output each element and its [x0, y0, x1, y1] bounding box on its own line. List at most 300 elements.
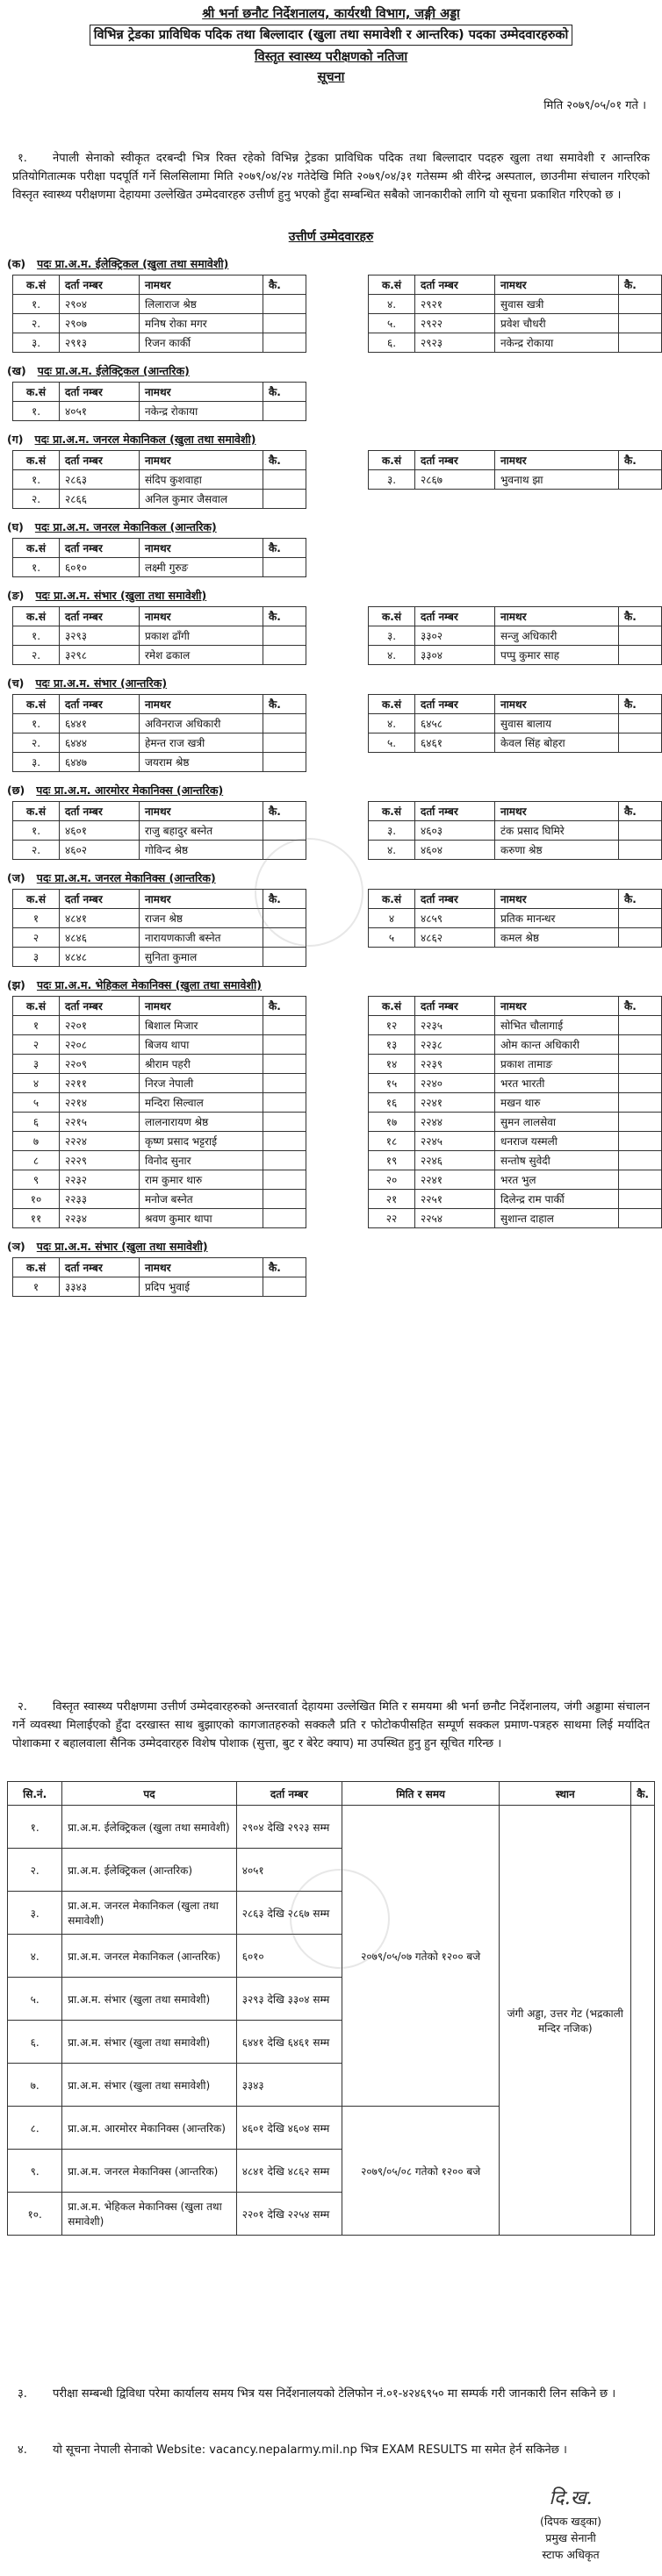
row-sn: १२ [369, 1016, 415, 1035]
schedule-row [8, 1806, 655, 1849]
table-row [13, 314, 306, 333]
paragraph-2-number: २. [18, 1700, 27, 1714]
header-remark: कै. [619, 451, 662, 470]
table-row [13, 1113, 306, 1132]
row-reg-number: २२३८ [415, 1035, 495, 1055]
row-remark [619, 841, 662, 860]
section-label [7, 977, 662, 992]
row-remark [619, 1132, 662, 1151]
row-candidate-name: प्रदिप भुवाई [140, 1277, 263, 1297]
row-reg-number: ४८५९ [415, 909, 495, 928]
row-reg-number: २२०१ [60, 1016, 140, 1035]
header-sn: क.सं [13, 1258, 60, 1277]
section-label [7, 519, 662, 534]
header-name: नामथर [140, 539, 263, 558]
schedule-post: प्रा.अ.म. ईलेक्ट्रिकल (आन्तरिक) [62, 1849, 236, 1892]
row-candidate-name: भरत भुल [495, 1170, 619, 1190]
schedule-reg-range: ४६०१ देखि ४६०४ सम्म [236, 2107, 342, 2150]
header-sn: क.सं [369, 451, 415, 470]
section-tables [12, 382, 662, 421]
row-remark [619, 733, 662, 753]
row-candidate-name: धनराज यस्मली [495, 1132, 619, 1151]
result-table-right [368, 996, 662, 1228]
row-sn: १. [13, 714, 60, 733]
section-label [7, 256, 662, 271]
table-row [13, 948, 306, 967]
row-candidate-name: राजु बहादुर बस्नेत [140, 821, 263, 841]
schedule-sn: ६. [8, 2021, 62, 2064]
row-remark [263, 558, 306, 577]
schedule-sn: १०. [8, 2193, 62, 2236]
row-remark [263, 1209, 306, 1228]
row-sn: १८ [369, 1132, 415, 1151]
result-table-header [13, 539, 306, 558]
header-remark: कै. [619, 275, 662, 295]
row-reg-number: २२४५ [415, 1132, 495, 1151]
header-remark: कै. [263, 997, 306, 1016]
row-remark [263, 909, 306, 928]
table-row [13, 1190, 306, 1209]
row-candidate-name: बिशाल मिजार [140, 1016, 263, 1035]
row-sn: ३. [369, 821, 415, 841]
header-name: नामथर [495, 451, 619, 470]
row-remark [263, 1151, 306, 1170]
row-candidate-name: मनोज बस्नेत [140, 1190, 263, 1209]
section-label [7, 588, 662, 603]
row-remark [619, 333, 662, 353]
schedule-sn: ९. [8, 2150, 62, 2193]
header-name: नामथर [495, 695, 619, 714]
row-candidate-name: सन्तोष सुवेदी [495, 1151, 619, 1170]
row-candidate-name: नारायणकाजी बस्नेत [140, 928, 263, 948]
schedule-reg-range: ३३४३ [236, 2064, 342, 2107]
header-remark: कै. [619, 607, 662, 626]
row-remark [263, 1132, 306, 1151]
row-candidate-name: हेमन्त राज खत्री [140, 733, 263, 753]
result-table-left [12, 996, 306, 1228]
row-reg-number: ४८६२ [415, 928, 495, 948]
row-sn: २. [13, 841, 60, 860]
table-row [369, 841, 662, 860]
result-table-right [368, 694, 662, 753]
schedule-date-2: २०७९/०५/०८ गतेको १२०० बजे [342, 2107, 499, 2236]
schedule-reg-range: २२०१ देखि २२५४ सम्म [236, 2193, 342, 2236]
header-remark: कै. [619, 802, 662, 821]
result-table-header [13, 275, 306, 295]
signatory-role: स्टाफ अधिकृत [542, 2548, 600, 2561]
header-line-3: विस्तृत स्वास्थ्य परीक्षणको नतिजा [254, 50, 408, 64]
row-remark [263, 295, 306, 314]
result-table-header [369, 997, 662, 1016]
table-row [369, 1093, 662, 1113]
row-remark [263, 1035, 306, 1055]
header-name: नामथर [495, 802, 619, 821]
table-row [369, 821, 662, 841]
header-reg: दर्ता नम्बर [415, 890, 495, 909]
row-sn: १. [13, 821, 60, 841]
table-row [369, 909, 662, 928]
row-reg-number: २९१३ [60, 333, 140, 353]
row-candidate-name: सुमन लालसेवा [495, 1113, 619, 1132]
row-sn: ५ [369, 928, 415, 948]
row-candidate-name: सुनिता कुमाल [140, 948, 263, 967]
row-reg-number: ६४४७ [60, 753, 140, 772]
row-candidate-name: नकेन्द्र रोकाया [140, 402, 263, 421]
row-sn: २ [13, 928, 60, 948]
table-row [13, 1035, 306, 1055]
table-row [13, 909, 306, 928]
row-reg-number: २९०४ [60, 295, 140, 314]
paragraph-3 [12, 2385, 650, 2403]
schedule-header-reg: दर्ता नम्बर [236, 1782, 342, 1806]
result-table-header [13, 607, 306, 626]
row-candidate-name: रिजन कार्की [140, 333, 263, 353]
row-reg-number: २२५४ [415, 1209, 495, 1228]
row-reg-number: २२५१ [415, 1190, 495, 1209]
row-sn: ४. [369, 646, 415, 665]
section-post: पदः प्रा.अ.म. ईलेक्ट्रिकल (खुला तथा समावेशी) [37, 257, 229, 270]
header-name: नामथर [495, 275, 619, 295]
row-candidate-name: मखन थारु [495, 1093, 619, 1113]
header-reg: दर्ता नम्बर [415, 695, 495, 714]
table-row [369, 714, 662, 733]
row-reg-number: २२३३ [60, 1190, 140, 1209]
row-remark [263, 928, 306, 948]
table-row [13, 841, 306, 860]
row-remark [619, 1113, 662, 1132]
row-candidate-name: प्रकाश तामाङ [495, 1055, 619, 1074]
paragraph-2-text: विस्तृत स्वास्थ्य परीक्षणमा उत्तीर्ण उम्मेदवारहरुको अन्तरवार्ता देहायमा उल्लेखित मिति र समयमा श्री भर्ना छनौट निर्देशनालय, जंगी अड्डामा संचालन गर्ने व्यवस्था मिलाईएको हुँदा दरखास्त साथ बुझाएको कागजातहरुको सक्कलै प्रति र फोटोकपीसहित सम्पूर्ण सक्कल प्रमाण-पत्रहरु साथमा लिई मर्यादित पोशाकमा र बहालवाला सैनिक उम्मेदवारहरु विशेष पोशाक (सुत्ता, बुट र बेरेट क्याप) मा उपस्थित हुनु हुन सूचित गरिन्छ । [12, 1700, 650, 1750]
result-table-left [12, 606, 306, 665]
header-reg: दर्ता नम्बर [415, 451, 495, 470]
row-remark [263, 402, 306, 421]
section-tables [12, 801, 662, 860]
row-remark [263, 821, 306, 841]
table-row [369, 1113, 662, 1132]
section-post: पदः प्रा.अ.म. जनरल मेकानिक्स (आन्तरिक) [36, 871, 216, 884]
schedule-sn: १. [8, 1806, 62, 1849]
row-reg-number: ४८४१ [60, 909, 140, 928]
row-remark [263, 733, 306, 753]
header-reg: दर्ता नम्बर [60, 1258, 140, 1277]
result-table-left [12, 275, 306, 353]
row-sn: १. [13, 295, 60, 314]
table-row [13, 558, 306, 577]
row-reg-number: २८६६ [60, 490, 140, 509]
row-sn: २. [13, 733, 60, 753]
table-row [369, 1190, 662, 1209]
row-sn: ४ [369, 909, 415, 928]
section-tables [12, 1257, 662, 1297]
signature-mark: दि.ख. [549, 2487, 593, 2509]
row-candidate-name: सुवास बालाय [495, 714, 619, 733]
result-table-right [368, 801, 662, 860]
section-tables [12, 889, 662, 967]
header-sn: क.सं [13, 607, 60, 626]
row-sn: १. [13, 470, 60, 490]
row-reg-number: ४०५१ [60, 402, 140, 421]
paragraph-4-text: यो सूचना नेपाली सेनाको Website: vacancy.nepalarmy.mil.np भित्र EXAM RESULTS मा समेत हेर्न सकिनेछ । [53, 2444, 567, 2457]
row-candidate-name: विनोद सुनार [140, 1151, 263, 1170]
row-remark [619, 1016, 662, 1035]
row-remark [619, 1209, 662, 1228]
result-section [0, 363, 662, 421]
row-reg-number: २२२४ [60, 1132, 140, 1151]
header-name: नामथर [140, 1258, 263, 1277]
result-section [0, 1239, 662, 1297]
result-table-header [13, 451, 306, 470]
schedule-header-row [8, 1782, 655, 1806]
schedule-reg-range: ६०१० [236, 1935, 342, 1978]
row-reg-number: ६४४४ [60, 733, 140, 753]
notice-date: मिति २०७९/०५/०१ गते । [543, 99, 646, 112]
row-remark [619, 821, 662, 841]
row-reg-number: ३३०२ [415, 626, 495, 646]
row-sn: २ [13, 1035, 60, 1055]
table-row [13, 295, 306, 314]
schedule-header-sn: सि.नं. [8, 1782, 62, 1806]
row-candidate-name: केवल सिंह बोहरा [495, 733, 619, 753]
schedule-reg-range: ४०५१ [236, 1849, 342, 1892]
header-reg: दर्ता नम्बर [60, 890, 140, 909]
schedule-sn: ३. [8, 1892, 62, 1935]
row-candidate-name: भरत भारती [495, 1074, 619, 1093]
table-row [369, 1035, 662, 1055]
schedule-date-1: २०७९/०५/०७ गतेको १२०० बजे [342, 1806, 499, 2107]
section-tables [12, 538, 662, 577]
schedule-post: प्रा.अ.म. संभार (खुला तथा समावेशी) [62, 2021, 236, 2064]
result-table-header [13, 890, 306, 909]
result-table-left [12, 889, 306, 967]
result-section [0, 432, 662, 509]
row-reg-number: ६०१० [60, 558, 140, 577]
table-row [13, 1209, 306, 1228]
row-reg-number: ६४५८ [415, 714, 495, 733]
row-candidate-name: अविनराज अधिकारी [140, 714, 263, 733]
schedule-reg-range: ४८४१ देखि ४८६२ सम्म [236, 2150, 342, 2193]
row-reg-number: २२४६ [415, 1151, 495, 1170]
header-sn: क.सं [369, 890, 415, 909]
row-sn: १ [13, 1277, 60, 1297]
row-candidate-name: पप्पु कुमार साह [495, 646, 619, 665]
row-reg-number: ४६०४ [415, 841, 495, 860]
row-remark [263, 753, 306, 772]
section-letter: (झ) [7, 978, 25, 991]
row-candidate-name: श्रीराम पहरी [140, 1055, 263, 1074]
row-reg-number: २२०८ [60, 1035, 140, 1055]
result-table-right [368, 275, 662, 353]
result-section [0, 977, 662, 1228]
row-remark [619, 909, 662, 928]
table-row [13, 402, 306, 421]
row-candidate-name: प्रतिक मानन्धर [495, 909, 619, 928]
row-sn: २. [13, 646, 60, 665]
paragraph-1 [12, 149, 650, 204]
row-remark [263, 646, 306, 665]
row-remark [619, 1055, 662, 1074]
header-sn: क.सं [13, 997, 60, 1016]
header-name: नामथर [140, 607, 263, 626]
table-row [369, 1132, 662, 1151]
row-reg-number: २२३९ [415, 1055, 495, 1074]
row-remark [263, 714, 306, 733]
row-candidate-name: दिलेन्द्र राम पार्की [495, 1190, 619, 1209]
row-remark [619, 314, 662, 333]
row-remark [263, 314, 306, 333]
table-row [13, 1016, 306, 1035]
row-candidate-name: मन्दिरा सिल्वाल [140, 1093, 263, 1113]
row-reg-number: ४८४६ [60, 928, 140, 948]
row-sn: ३. [369, 626, 415, 646]
result-table-left [12, 694, 306, 772]
schedule-sn: ४. [8, 1935, 62, 1978]
row-sn: १० [13, 1190, 60, 1209]
header-reg: दर्ता नम्बर [415, 997, 495, 1016]
row-reg-number: २२३५ [415, 1016, 495, 1035]
row-reg-number: २२४१ [415, 1170, 495, 1190]
header-sn: क.सं [13, 451, 60, 470]
result-table-left [12, 382, 306, 421]
header-remark: कै. [619, 695, 662, 714]
table-row [13, 490, 306, 509]
row-remark [263, 1170, 306, 1190]
row-sn: ३. [13, 753, 60, 772]
header-name: नामथर [140, 890, 263, 909]
row-remark [619, 928, 662, 948]
header-reg: दर्ता नम्बर [60, 997, 140, 1016]
row-candidate-name: बिजय थापा [140, 1035, 263, 1055]
section-post: पदः प्रा.अ.म. ईलेक्ट्रिकल (आन्तरिक) [37, 364, 190, 377]
header-sn: क.सं [13, 802, 60, 821]
row-sn: ४ [13, 1074, 60, 1093]
header-line-2 [0, 25, 662, 46]
header-name: नामथर [140, 802, 263, 821]
table-row [369, 1055, 662, 1074]
row-candidate-name: सुशान्त दाहाल [495, 1209, 619, 1228]
table-row [369, 733, 662, 753]
header-notice-label: सूचना [317, 70, 345, 84]
table-row [13, 1055, 306, 1074]
result-table-header [369, 695, 662, 714]
row-candidate-name: सन्जु अधिकारी [495, 626, 619, 646]
table-row [13, 928, 306, 948]
schedule-header-remark: कै. [631, 1782, 655, 1806]
table-row [13, 733, 306, 753]
signature-block [500, 2487, 641, 2563]
results-sections [0, 246, 662, 1297]
schedule-post: प्रा.अ.म. जनरल मेकानिक्स (आन्तरिक) [62, 2150, 236, 2193]
table-row [369, 646, 662, 665]
result-table-left [12, 1257, 306, 1297]
header-sn: क.सं [13, 275, 60, 295]
header-sn: क.सं [13, 383, 60, 402]
schedule-post: प्रा.अ.म. ईलेक्ट्रिकल (खुला तथा समावेशी) [62, 1806, 236, 1849]
section-post: पदः प्रा.अ.म. संभार (खुला तथा समावेशी) [35, 589, 207, 602]
header-name: नामथर [495, 607, 619, 626]
result-table-header [13, 1258, 306, 1277]
header-name: नामथर [140, 451, 263, 470]
header-name: नामथर [140, 383, 263, 402]
section-letter: (ज) [7, 871, 25, 884]
schedule-place: जंगी अड्डा, उत्तर गेट (भद्रकाली मन्दिर नजिक) [500, 1806, 631, 2236]
row-sn: ९ [13, 1170, 60, 1190]
row-reg-number: ६४६१ [415, 733, 495, 753]
row-reg-number: २९२३ [415, 333, 495, 353]
row-remark [263, 470, 306, 490]
result-section [0, 676, 662, 772]
row-reg-number: २२४१ [415, 1093, 495, 1113]
table-row [369, 333, 662, 353]
row-reg-number: २८६७ [415, 470, 495, 490]
header-reg: दर्ता नम्बर [60, 383, 140, 402]
header-reg: दर्ता नम्बर [60, 802, 140, 821]
header-remark: कै. [263, 1258, 306, 1277]
paragraph-4 [12, 2441, 650, 2459]
row-candidate-name: रमेश ढकाल [140, 646, 263, 665]
table-row [369, 1170, 662, 1190]
passed-candidates-heading: उत्तीर्ण उम्मेदवारहरु [288, 230, 374, 244]
row-sn: ११ [13, 1209, 60, 1228]
section-tables [12, 450, 662, 509]
header-remark: कै. [263, 607, 306, 626]
row-candidate-name: निरज नेपाली [140, 1074, 263, 1093]
header-sn: क.सं [369, 275, 415, 295]
row-remark [619, 714, 662, 733]
table-row [369, 295, 662, 314]
row-reg-number: २२०९ [60, 1055, 140, 1074]
table-row [13, 646, 306, 665]
schedule-table [7, 1781, 655, 2236]
result-table-header [369, 890, 662, 909]
table-row [13, 753, 306, 772]
row-reg-number: २८६३ [60, 470, 140, 490]
table-row [13, 1277, 306, 1297]
section-label [7, 870, 662, 885]
table-row [369, 1151, 662, 1170]
section-post: पदः प्रा.अ.म. भेहिकल मेकानिक्स (खुला तथा समावेशी) [36, 978, 262, 991]
row-candidate-name: कृष्ण प्रसाद भट्टराई [140, 1132, 263, 1151]
header-sn: क.सं [369, 997, 415, 1016]
header-sn: क.सं [369, 802, 415, 821]
result-section [0, 256, 662, 353]
schedule-reg-range: २९०४ देखि २९२३ सम्म [236, 1806, 342, 1849]
row-remark [263, 841, 306, 860]
header-remark: कै. [619, 997, 662, 1016]
row-sn: २१ [369, 1190, 415, 1209]
section-post: पदः प्रा.अ.म. आरमोरर मेकानिक्स (आन्तरिक) [36, 784, 224, 797]
row-sn: १५ [369, 1074, 415, 1093]
row-remark [263, 1074, 306, 1093]
header-remark: कै. [263, 890, 306, 909]
row-candidate-name: भुवनाथ झा [495, 470, 619, 490]
row-candidate-name: राम कुमार थारु [140, 1170, 263, 1190]
section-tables [12, 606, 662, 665]
section-tables [12, 996, 662, 1228]
row-sn: ४. [369, 295, 415, 314]
interview-schedule [0, 1781, 662, 2236]
row-reg-number: ४६०३ [415, 821, 495, 841]
header-reg: दर्ता नम्बर [60, 275, 140, 295]
row-remark [263, 1190, 306, 1209]
row-candidate-name: सोभित चौलागाई [495, 1016, 619, 1035]
row-reg-number: ४६०२ [60, 841, 140, 860]
row-remark [263, 1016, 306, 1035]
row-remark [263, 1093, 306, 1113]
table-row [369, 1074, 662, 1093]
row-reg-number: २२३२ [60, 1170, 140, 1190]
row-reg-number: २९२१ [415, 295, 495, 314]
row-reg-number: २२१४ [60, 1093, 140, 1113]
